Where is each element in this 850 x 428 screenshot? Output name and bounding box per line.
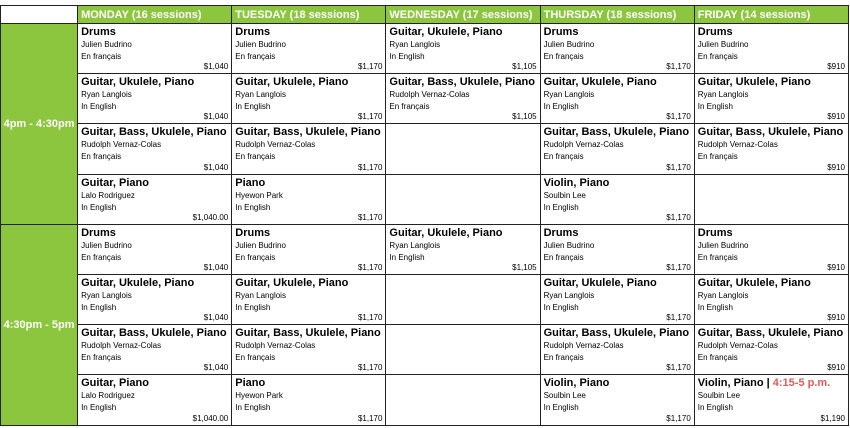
session-price: $1,170 <box>666 262 691 272</box>
session-price: $1,170 <box>666 413 691 423</box>
language-label: In English <box>543 302 579 312</box>
instrument-list: Guitar, Ukulele, Piano <box>81 276 195 289</box>
language-label: In English <box>697 302 733 312</box>
language-label: En français <box>543 252 584 262</box>
session-title <box>235 177 382 190</box>
session-cell-tuesday <box>232 274 386 324</box>
teacher-name: Lalo Rodriguez <box>81 190 135 200</box>
teacher-name: Julien Budrino <box>235 240 286 250</box>
session-price: $1,040 <box>203 112 229 122</box>
session-title <box>389 227 536 240</box>
teacher-name: Ryan Langlois <box>697 290 749 300</box>
session-cell-friday <box>694 274 848 324</box>
session-title <box>698 26 845 39</box>
session-title <box>81 277 228 290</box>
language-label: In English <box>543 102 579 112</box>
session-row <box>1 375 849 425</box>
session-price: $1,040 <box>203 62 229 72</box>
language-label: In English <box>235 202 271 212</box>
session-cell-monday <box>78 274 232 324</box>
session-cell-thursday <box>540 174 694 224</box>
session-cell-tuesday <box>232 325 386 375</box>
teacher-name: Rudolph Vernaz-Colas <box>543 140 624 150</box>
empty-session-cell <box>386 325 540 375</box>
session-row <box>1 124 849 174</box>
session-price: $910 <box>827 162 845 172</box>
language-label: En français <box>543 52 584 61</box>
session-title <box>235 277 382 290</box>
language-label: En français <box>81 353 122 363</box>
language-label: En français <box>697 52 738 61</box>
teacher-name: Rudolph Vernaz-Colas <box>389 90 470 100</box>
session-price: $910 <box>827 363 845 373</box>
teacher-name: Rudolph Vernaz-Colas <box>697 341 778 351</box>
teacher-name: Ryan Langlois <box>389 40 441 49</box>
day-header-tuesday: TUESDAY (18 sessions) <box>232 6 386 24</box>
session-price: $910 <box>827 112 845 122</box>
session-title <box>698 327 845 340</box>
session-cell-wednesday <box>386 74 540 124</box>
day-header-wednesday: WEDNESDAY (17 sessions) <box>386 6 540 24</box>
instrument-list: Drums <box>697 226 733 239</box>
language-label: En français <box>235 353 276 363</box>
time-slot-label: 4:30pm - 5pm <box>1 224 78 425</box>
session-price: $1,170 <box>357 162 383 172</box>
session-title <box>81 327 228 340</box>
instrument-list: Drums <box>81 26 116 38</box>
instrument-list: Guitar, Piano <box>81 377 149 390</box>
session-title <box>81 76 228 89</box>
instrument-list: Guitar, Bass, Ukulele, Piano <box>81 126 227 139</box>
session-cell-thursday <box>540 325 694 375</box>
session-cell-thursday <box>540 24 694 74</box>
session-cell-thursday <box>540 375 694 425</box>
teacher-name: Julien Budrino <box>81 40 132 49</box>
empty-session-cell <box>694 174 848 224</box>
teacher-name: Rudolph Vernaz-Colas <box>235 140 316 150</box>
session-title <box>544 327 691 340</box>
teacher-name: Ryan Langlois <box>389 240 441 250</box>
session-cell-friday <box>694 325 848 375</box>
language-label: In English <box>389 252 425 262</box>
session-cell-monday <box>78 24 232 74</box>
language-label: In English <box>235 102 271 112</box>
session-cell-thursday <box>540 74 694 124</box>
session-cell-friday <box>694 375 848 425</box>
day-header-thursday: THURSDAY (18 sessions) <box>540 6 694 24</box>
teacher-name: Hyewon Park <box>235 190 283 200</box>
session-cell-tuesday <box>232 24 386 74</box>
teacher-name: Ryan Langlois <box>697 90 749 100</box>
session-cell-thursday <box>540 224 694 274</box>
instrument-list: Piano <box>235 377 266 390</box>
session-price: $1,040 <box>203 363 229 373</box>
session-price: $1,170 <box>666 112 691 122</box>
session-price: $1,190 <box>820 413 845 423</box>
instrument-list: Guitar, Bass, Ukulele, Piano <box>235 126 381 139</box>
session-title <box>544 26 691 39</box>
teacher-name: Lalo Rodriguez <box>81 391 135 401</box>
session-price: $1,040 <box>203 162 229 172</box>
session-row <box>1 325 849 375</box>
language-label: En français <box>697 252 738 262</box>
instrument-list: Violin, Piano <box>697 377 764 390</box>
session-title <box>544 377 691 390</box>
instrument-list: Guitar, Bass, Ukulele, Piano <box>235 327 381 340</box>
language-label: En français <box>81 52 122 61</box>
language-label: En français <box>235 152 276 162</box>
language-label: In English <box>697 403 733 413</box>
session-title <box>81 126 228 139</box>
language-label: In English <box>81 102 117 112</box>
teacher-name: Rudolph Vernaz-Colas <box>81 341 162 351</box>
schedule-body <box>1 24 849 426</box>
session-price: $1,170 <box>666 212 691 222</box>
teacher-name: Julien Budrino <box>697 240 749 250</box>
session-price: $1,170 <box>357 62 383 72</box>
session-price: $1,170 <box>357 313 383 323</box>
teacher-name: Julien Budrino <box>543 240 595 250</box>
day-header-monday: MONDAY (16 sessions) <box>78 6 232 24</box>
session-cell-monday <box>78 325 232 375</box>
session-title <box>544 227 691 240</box>
instrument-list: Guitar, Piano <box>81 176 149 189</box>
instrument-list: Guitar, Bass, Ukulele, Piano <box>697 327 844 340</box>
session-cell-tuesday <box>232 124 386 174</box>
session-title <box>235 327 382 340</box>
session-cell-monday <box>78 174 232 224</box>
session-price: $1,170 <box>357 413 383 423</box>
instrument-list: Guitar, Ukulele, Piano <box>389 226 503 239</box>
session-price: $1,105 <box>512 62 537 72</box>
language-label: En français <box>235 52 276 61</box>
instrument-list: Guitar, Ukulele, Piano <box>389 26 503 38</box>
session-price: $1,040 <box>203 262 229 272</box>
instrument-list: Guitar, Ukulele, Piano <box>543 76 657 89</box>
instrument-list: Guitar, Bass, Ukulele, Piano <box>81 327 227 340</box>
instrument-list: Drums <box>81 226 116 239</box>
language-label: En français <box>81 252 122 262</box>
session-title <box>698 227 845 240</box>
session-cell-tuesday <box>232 174 386 224</box>
session-cell-friday <box>694 74 848 124</box>
session-title <box>544 277 691 290</box>
teacher-name: Rudolph Vernaz-Colas <box>697 140 778 150</box>
instrument-list: Guitar, Bass, Ukulele, Piano <box>389 76 535 89</box>
teacher-name: Julien Budrino <box>81 240 132 250</box>
session-price: $910 <box>827 62 845 72</box>
session-cell-wednesday <box>386 24 540 74</box>
language-label: En français <box>543 152 584 162</box>
teacher-name: Soulbin Lee <box>543 190 586 200</box>
language-label: En français <box>697 353 738 363</box>
session-title <box>81 177 228 190</box>
session-title <box>81 26 228 39</box>
session-cell-friday <box>694 24 848 74</box>
session-cell-monday <box>78 375 232 425</box>
teacher-name: Ryan Langlois <box>235 90 286 100</box>
session-title <box>698 277 845 290</box>
session-title <box>81 377 228 390</box>
session-row <box>1 274 849 324</box>
teacher-name: Ryan Langlois <box>235 290 286 300</box>
teacher-name: Rudolph Vernaz-Colas <box>543 341 624 351</box>
teacher-name: Rudolph Vernaz-Colas <box>235 341 316 351</box>
instrument-list: Violin, Piano <box>543 176 610 189</box>
time-note: 4:15-5 p.m. <box>772 377 831 390</box>
day-header-row <box>1 6 849 24</box>
session-price: $1,170 <box>666 363 691 373</box>
session-price: $1,040 <box>203 313 229 323</box>
empty-session-cell <box>386 375 540 425</box>
session-title <box>389 76 536 89</box>
session-price: $1,170 <box>357 262 383 272</box>
session-row <box>1 74 849 124</box>
session-title <box>235 76 382 89</box>
instrument-list: Piano <box>235 176 266 189</box>
session-title <box>698 76 845 89</box>
instrument-list: Guitar, Ukulele, Piano <box>81 76 195 89</box>
instrument-list: Guitar, Ukulele, Piano <box>697 276 811 289</box>
session-cell-monday <box>78 124 232 174</box>
session-cell-thursday <box>540 124 694 174</box>
session-title <box>698 126 845 139</box>
language-label: In English <box>543 403 579 413</box>
language-label: In English <box>81 302 117 312</box>
teacher-name: Ryan Langlois <box>543 290 595 300</box>
session-cell-tuesday <box>232 375 386 425</box>
session-title <box>81 227 228 240</box>
instrument-list: Guitar, Ukulele, Piano <box>235 276 349 289</box>
day-header-friday: FRIDAY (14 sessions) <box>694 6 848 24</box>
session-cell-monday <box>78 74 232 124</box>
instrument-list: Drums <box>235 226 271 239</box>
session-price: $1,105 <box>512 112 537 122</box>
instrument-list: Guitar, Bass, Ukulele, Piano <box>543 126 690 139</box>
session-title <box>544 126 691 139</box>
title-separator: | <box>763 377 773 390</box>
session-row <box>1 224 849 274</box>
language-label: In English <box>81 202 117 212</box>
session-price: $910 <box>827 262 845 272</box>
session-cell-friday <box>694 124 848 174</box>
session-title <box>389 26 536 39</box>
session-cell-monday <box>78 224 232 274</box>
teacher-name: Julien Budrino <box>235 40 286 49</box>
teacher-name: Soulbin Lee <box>697 391 741 401</box>
session-price: $1,040.00 <box>192 212 229 222</box>
language-label: In English <box>543 202 579 212</box>
session-title <box>544 177 691 190</box>
instrument-list: Drums <box>543 226 579 239</box>
instrument-list: Guitar, Bass, Ukulele, Piano <box>697 126 844 139</box>
session-title <box>235 227 382 240</box>
empty-session-cell <box>386 124 540 174</box>
session-cell-friday <box>694 224 848 274</box>
language-label: In English <box>697 102 733 112</box>
schedule-table <box>0 5 849 426</box>
session-title <box>235 126 382 139</box>
language-label: En français <box>81 152 122 162</box>
teacher-name: Julien Budrino <box>697 40 749 49</box>
session-price: $1,170 <box>357 112 383 122</box>
session-title <box>544 76 691 89</box>
teacher-name: Ryan Langlois <box>81 290 132 300</box>
language-label: In English <box>81 403 117 413</box>
language-label: En français <box>235 252 276 262</box>
language-label: En français <box>389 102 430 112</box>
instrument-list: Drums <box>543 26 579 38</box>
empty-session-cell <box>386 274 540 324</box>
session-price: $1,170 <box>666 313 691 323</box>
teacher-name: Hyewon Park <box>235 391 283 401</box>
instrument-list: Guitar, Ukulele, Piano <box>543 276 657 289</box>
session-price: $1,105 <box>512 262 537 272</box>
teacher-name: Rudolph Vernaz-Colas <box>81 140 162 150</box>
session-price: $1,170 <box>357 363 383 373</box>
session-cell-wednesday <box>386 224 540 274</box>
empty-session-cell <box>386 174 540 224</box>
session-title <box>235 377 382 390</box>
teacher-name: Ryan Langlois <box>543 90 595 100</box>
session-price: $1,170 <box>666 162 691 172</box>
teacher-name: Julien Budrino <box>543 40 595 49</box>
session-row <box>1 174 849 224</box>
session-cell-tuesday <box>232 74 386 124</box>
instrument-list: Guitar, Bass, Ukulele, Piano <box>543 327 690 340</box>
session-price: $910 <box>827 313 845 323</box>
session-title <box>235 26 382 39</box>
language-label: En français <box>543 353 584 363</box>
session-cell-tuesday <box>232 224 386 274</box>
instrument-list: Drums <box>235 26 271 38</box>
session-row <box>1 24 849 74</box>
instrument-list: Guitar, Ukulele, Piano <box>235 76 349 89</box>
session-price: $1,170 <box>666 62 691 72</box>
session-price: $1,170 <box>357 212 383 222</box>
instrument-list: Drums <box>697 26 733 38</box>
language-label: In English <box>235 302 271 312</box>
teacher-name: Ryan Langlois <box>81 90 132 100</box>
language-label: In English <box>389 52 425 61</box>
instrument-list: Guitar, Ukulele, Piano <box>697 76 811 89</box>
header-corner <box>1 6 78 24</box>
time-slot-label: 4pm - 4:30pm <box>1 24 78 225</box>
teacher-name: Soulbin Lee <box>543 391 586 401</box>
language-label: In English <box>235 403 271 413</box>
session-title <box>698 377 845 390</box>
instrument-list: Violin, Piano <box>543 377 610 390</box>
session-price: $1,040.00 <box>192 413 229 423</box>
session-cell-thursday <box>540 274 694 324</box>
language-label: En français <box>697 152 738 162</box>
